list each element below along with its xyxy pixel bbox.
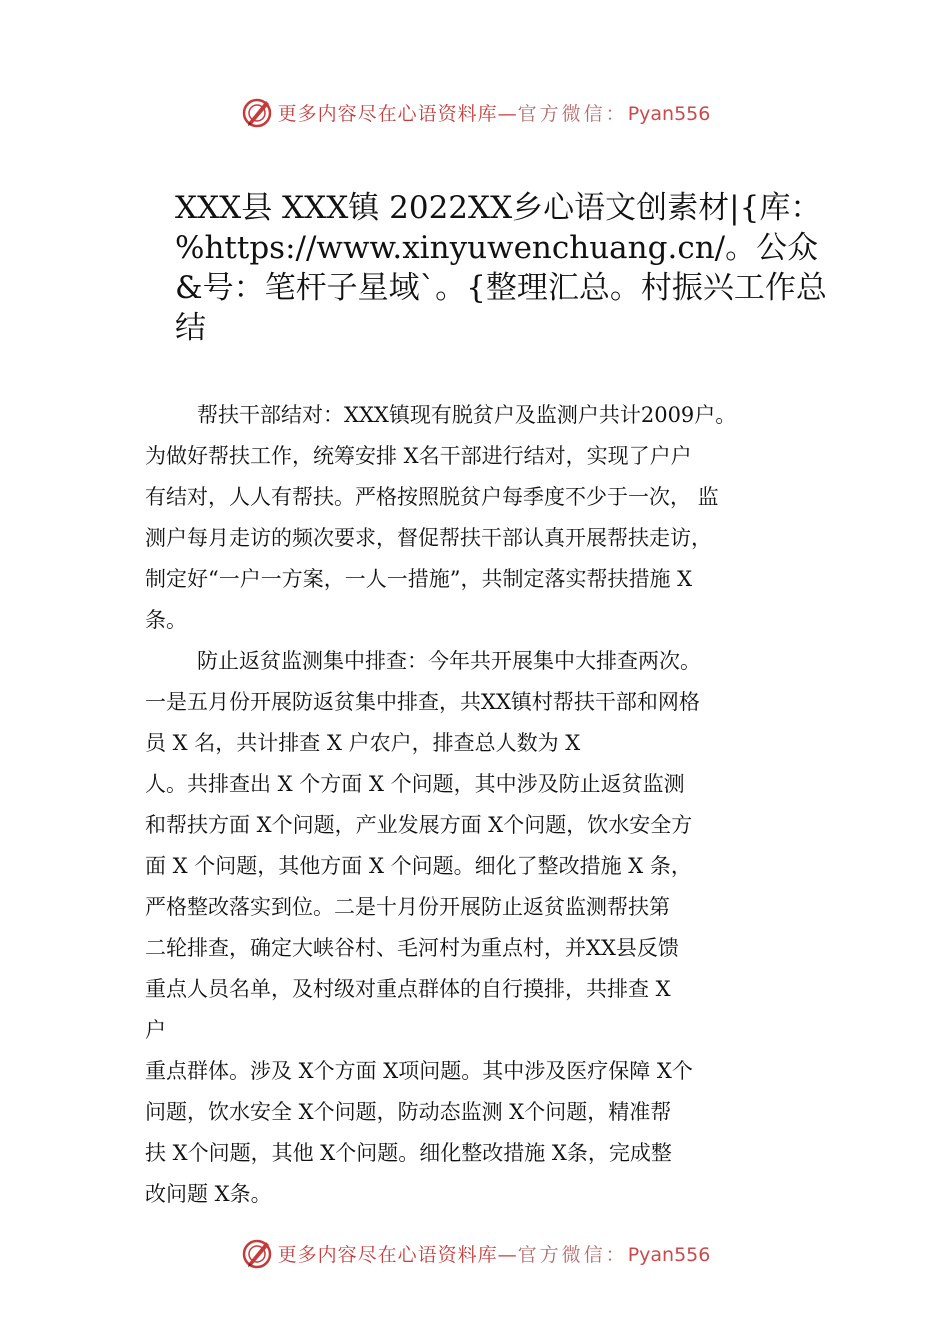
paragraph-1 [145, 395, 835, 641]
banner-wechat-id: Pyan556 [627, 1243, 711, 1266]
paragraph-line: 问题，饮水安全 X个问题，防动态监测 X个问题，精准帮 [145, 1100, 672, 1124]
paragraph-line: 条。 [145, 608, 187, 632]
banner-slogan: 更多内容尽在心语资料库 [277, 102, 498, 125]
paragraph-line: 面 X 个问题，其他方面 X 个问题。细化了整改措施 X 条， [145, 854, 692, 878]
paragraph-line: 重点群体。涉及 X个方面 X项问题。其中涉及医疗保障 X个 [145, 1059, 693, 1083]
paragraph-line: 和帮扶方面 X个问题，产业发展方面 X个问题，饮水安全方 [145, 813, 693, 837]
paragraph-line: 一是五月份开展防返贫集中排查，共XX镇村帮扶干部和网格 [145, 690, 700, 714]
paragraph-line: 制定好“一户一方案，一人一措施”，共制定落实帮扶措施 X [145, 567, 693, 591]
paragraph-line: 测户每月走访的频次要求，督促帮扶干部认真开展帮扶走访， [145, 526, 712, 550]
paragraph-line: 防止返贫监测集中排查：今年共开展集中大排查两次。 [197, 649, 701, 673]
paragraph-line: 改问题 X条。 [145, 1182, 272, 1206]
paragraph-line: 户 [145, 1018, 166, 1042]
paragraph-line: 严格整改落实到位。二是十月份开展防止返贫监测帮扶第 [145, 895, 670, 919]
footer-banner [0, 1233, 950, 1273]
pen-logo-icon [240, 95, 274, 129]
paragraph-line: 员 X 名，共计排查 X 户农户，排查总人数为 X [145, 731, 581, 755]
paragraph-2 [145, 641, 835, 1215]
paragraph-line: 扶 X个问题，其他 X个问题。细化整改措施 X条，完成整 [145, 1141, 672, 1165]
banner-wechat-label: 官方微信： [517, 102, 628, 125]
banner-slogan: 更多内容尽在心语资料库 [277, 1243, 498, 1266]
paragraph-line: 重点人员名单，及村级对重点群体的自行摸排，共排查 X [145, 977, 671, 1001]
document-title: XXX县 XXX镇 2022XX乡心语文创素材|{库：%https://www.xinyuwenchuang.cn/。公众&号：笔杆子星域`。{整理汇总。村振兴工作总结 [175, 190, 827, 346]
paragraph-line: 为做好帮扶工作，统筹安排 X名干部进行结对，实现了户户 [145, 444, 692, 468]
banner-wechat-label: 官方微信： [517, 1243, 628, 1266]
paragraph-line: 帮扶干部结对：XXX镇现有脱贫户及监测户共计2009户。 [197, 403, 737, 427]
banner-wechat-id: Pyan556 [627, 102, 711, 125]
pen-logo-icon [240, 1236, 274, 1270]
banner-separator: — [497, 1243, 518, 1266]
paragraph-line: 人。共排查出 X 个方面 X 个问题，其中涉及防止返贫监测 [145, 772, 685, 796]
paragraph-line: 二轮排查，确定大峡谷村、毛河村为重点村，并XX县反馈 [145, 936, 679, 960]
paragraph-line: 有结对，人人有帮扶。严格按照脱贫户每季度不少于一次， 监 [145, 485, 719, 509]
banner-separator: — [497, 102, 518, 125]
banner-text [278, 99, 711, 126]
header-banner [0, 92, 950, 132]
banner-text [278, 1240, 711, 1267]
